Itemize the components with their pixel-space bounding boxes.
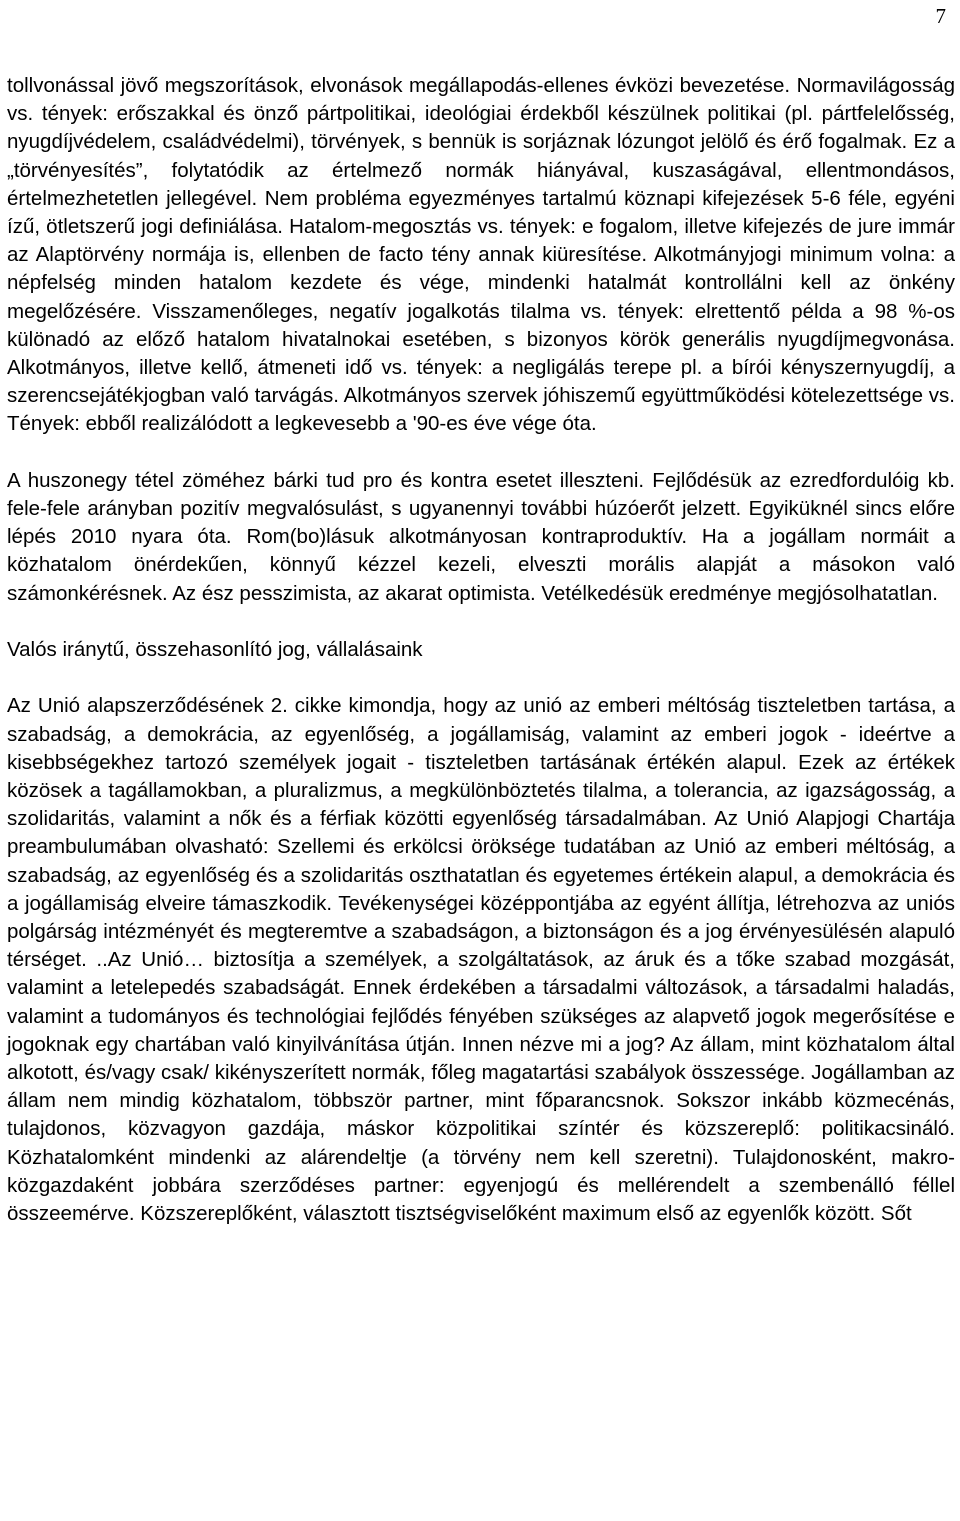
page-number: 7 bbox=[935, 4, 946, 28]
paragraph-spacer bbox=[7, 439, 955, 467]
section-heading: Valós iránytű, összehasonlító jog, vállalásaink bbox=[7, 638, 423, 662]
paragraph-norms-vs-facts: tollvonással jövő megszorítások, elvonások megállapodás-ellenes évközi bevezetése. Normavilágosság vs. tények: erőszakkal és önző pártpolitikai, ideológiai érdekből készülnek politikai (pl. pártfelelősség, nyugdíjvédelem, családvédelmi), törvények, s bennük is sorjáznak lózungot jelölő és érő fogalmak. Ez a „törvényesítés”, folytatódik az értelmező normák hiányával, kuszaságával, ellentmondásos, értelmezhetetlen jellegével. Nem probléma egyezményes tartalmú köznapi kifejezések 5-6 féle, egyéni ízű, ötletszerű jogi definiálása. Hatalom-megosztás vs. tények: e fogalom, illetve kifejezés de jure immár az Alaptörvény normája is, ellenben de facto tény annak kiüresítése. Alkotmányjogi minimum volna: a népfelség minden hatalom kezdete és vége, mindenki hatalmát kontrollálni kell az önkény megelőzésére. Visszamenőleges, negatív jogalkotás tilalma vs. tények: elrettentő példa a 98 %-os különadó az előző hatalom hivatalnokai esetében, s bizonyos körök generális nyugdíjmegvonása. Alkotmányos, illetve kellő, átmeneti idő vs. tények: a negligálás terepe pl. a bírói kényszernyugdíj, a szerencsejátékjogban való tarvágás. Alkotmányos szervek jóhiszemű együttműködési kötelezettsége vs. Tények: ebből realizálódott a legkevesebb a '90-es éve vége óta. bbox=[7, 74, 955, 436]
document-body bbox=[7, 72, 955, 1228]
paragraph-spacer bbox=[7, 664, 955, 692]
paragraph-spacer bbox=[7, 608, 955, 636]
paragraph-union-treaty: Az Unió alapszerződésének 2. cikke kimondja, hogy az unió az emberi méltóság tiszteletben tartása, a szabadság, a demokrácia, az egyenlőség, a jogállamiság, valamint az emberi jogok - ideértve a kisebbségekhez tartozó személyek jogait - tiszteletben tartásának értékén alapul. Ezek az értékek közösek a tagállamokban, a pluralizmus, a megkülönböztetés tilalma, a tolerancia, az igazságosság, a szolidaritás, valamint a nők és a férfiak közötti egyenlőség társadalmában. Az Unió Alapjogi Chartája preambulumában olvasható: Szellemi és erkölcsi öröksége tudatában az Unió az emberi méltóság, a szabadság, az egyenlőség és a szolidaritás oszthatatlan és egyetemes értékein alapul, a demokrácia és a jogállamiság elveire támaszkodik. Tevékenységei középpontjába az egyént állítja, létrehozva az uniós polgárság intézményét és megteremtve a szabadságon, a biztonságon és a jog érvényesülésén alapuló térséget. ..Az Unió… biztosítja a személyek, a szolgáltatások, az áruk és a tőke szabad mozgását, valamint a letelepedés szabadságát. Ennek érdekében a társadalmi változások, a társadalmi haladás, valamint a tudományos és technológiai fejlődés fényében szükséges az alapvető jogok megerősítése e jogoknak egy chartában való kinyilvánítása útján. Innen nézve mi a jog? Az állam, mint közhatalom által alkotott, és/vagy csak/ kikényszerített normák, főleg magatartási szabályok összessége. Jogállamban az állam nem mindig közhatalom, többször partner, mint főparancsnok. Sokszor inkább közmecénás, tulajdonos, közvagyon gazdája, máskor közpolitikai színtér és közszereplő: politikacsináló. Közhatalomként mindenki az alárendeltje (a törvény nem kell szeretni). Tulajdonosként, makro-közgazdaként jobbára szerződéses partner: egyenjogú és mellérendelt a szembenálló féllel összeemérve. Közszereplőként, választott tisztségviselőként maximum első az egyenlők között. Sőt bbox=[7, 694, 955, 1226]
paragraph-twenty-one-theses: A huszonegy tétel zöméhez bárki tud pro és kontra esetet illeszteni. Fejlődésük az ezredfordulóig kb. fele-fele arányban pozitív megvalósulást, s ugyanennyi további húzóerőt jelzett. Egyiküknél sincs előre lépés 2010 nyara óta. Rom(bo)lásuk alkotmányosan kontraproduktív. Ha a jogállam normáit a közhatalom önérdekűen, könnyű kézzel kezeli, elveszti morális alapját a másokon való számonkérésnek. Az ész pesszimista, az akarat optimista. Vetélkedésük eredménye megjósolhatatlan. bbox=[7, 468, 955, 605]
